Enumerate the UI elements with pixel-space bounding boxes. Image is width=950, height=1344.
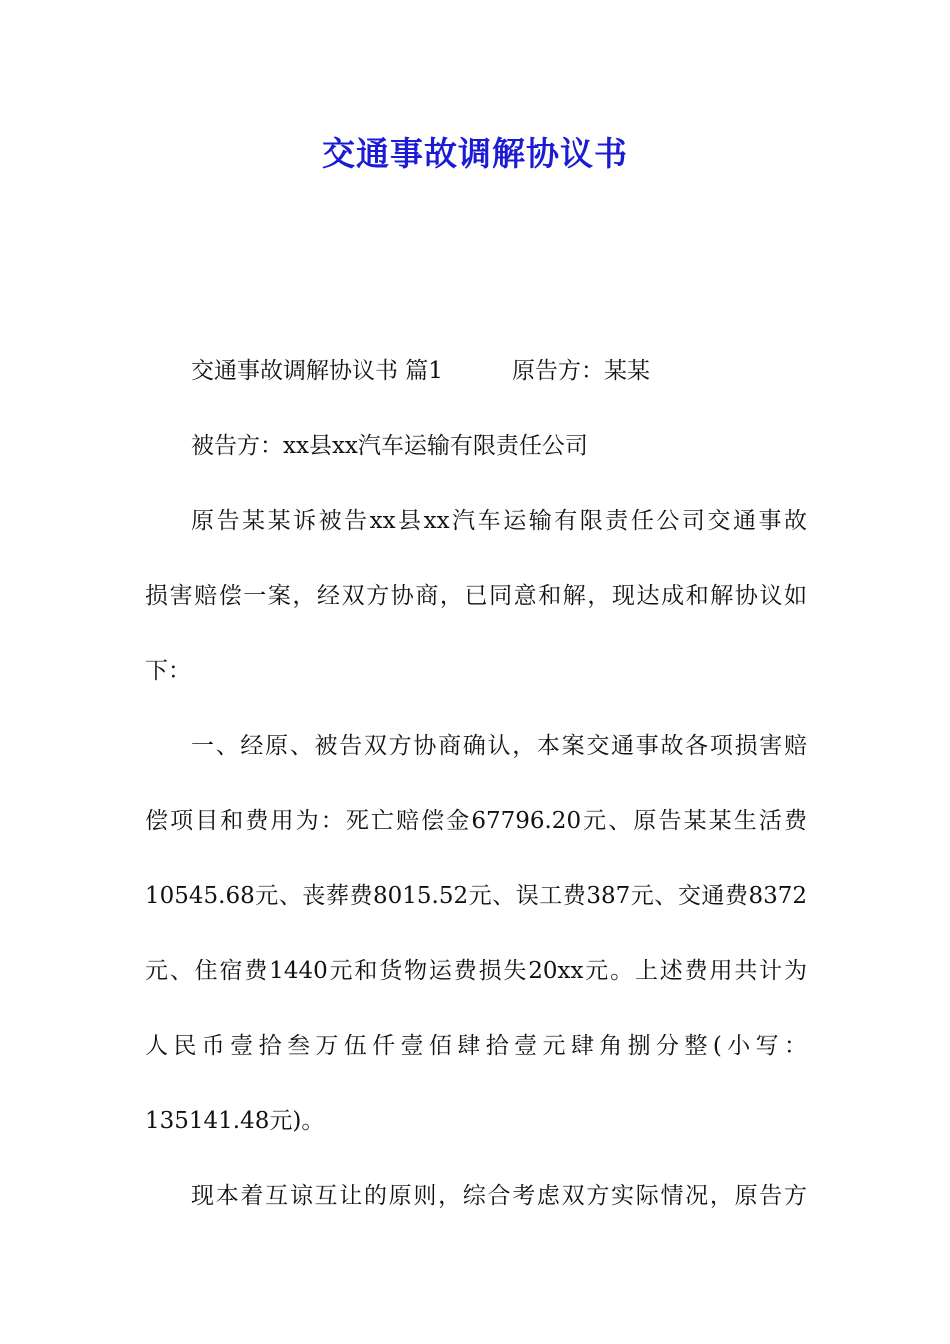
text-line: 被告方：xx县xx汽车运输有限责任公司 — [191, 433, 588, 459]
document-title: 交通事故调解协议书 — [322, 134, 628, 173]
text-line: 一、经原、被告双方协商确认，本案交通事故各项损害赔 — [191, 733, 807, 759]
text-line: 下： — [145, 658, 191, 684]
paragraph-case-intro — [145, 484, 807, 709]
document-body — [145, 334, 807, 1234]
text-line: 损害赔偿一案，经双方协商，已同意和解，现达成和解协议如 — [145, 583, 807, 609]
text-line: 原告某某诉被告xx县xx汽车运输有限责任公司交通事故 — [191, 508, 807, 534]
paragraph-title-line — [145, 334, 807, 409]
text-line: 135141.48元)。 — [145, 1108, 325, 1134]
text-line: 元、住宿费1440元和货物运费损失20xx元。上述费用共计为 — [145, 958, 807, 984]
text-line: 交通事故调解协议书 篇1 原告方：某某 — [191, 358, 650, 384]
paragraph-defendant — [145, 409, 807, 484]
text-line: 偿项目和费用为：死亡赔偿金67796.20元、原告某某生活费 — [145, 808, 807, 834]
text-line: 人民币壹拾叁万伍仟壹佰肆拾壹元肆角捌分整(小写： — [145, 1033, 807, 1059]
text-line: 10545.68元、丧葬费8015.52元、误工费387元、交通费8372 — [145, 883, 807, 909]
paragraph-compensation-items — [145, 709, 807, 1159]
paragraph-settlement-principle — [145, 1159, 807, 1234]
text-line: 现本着互谅互让的原则，综合考虑双方实际情况，原告方 — [191, 1183, 807, 1209]
